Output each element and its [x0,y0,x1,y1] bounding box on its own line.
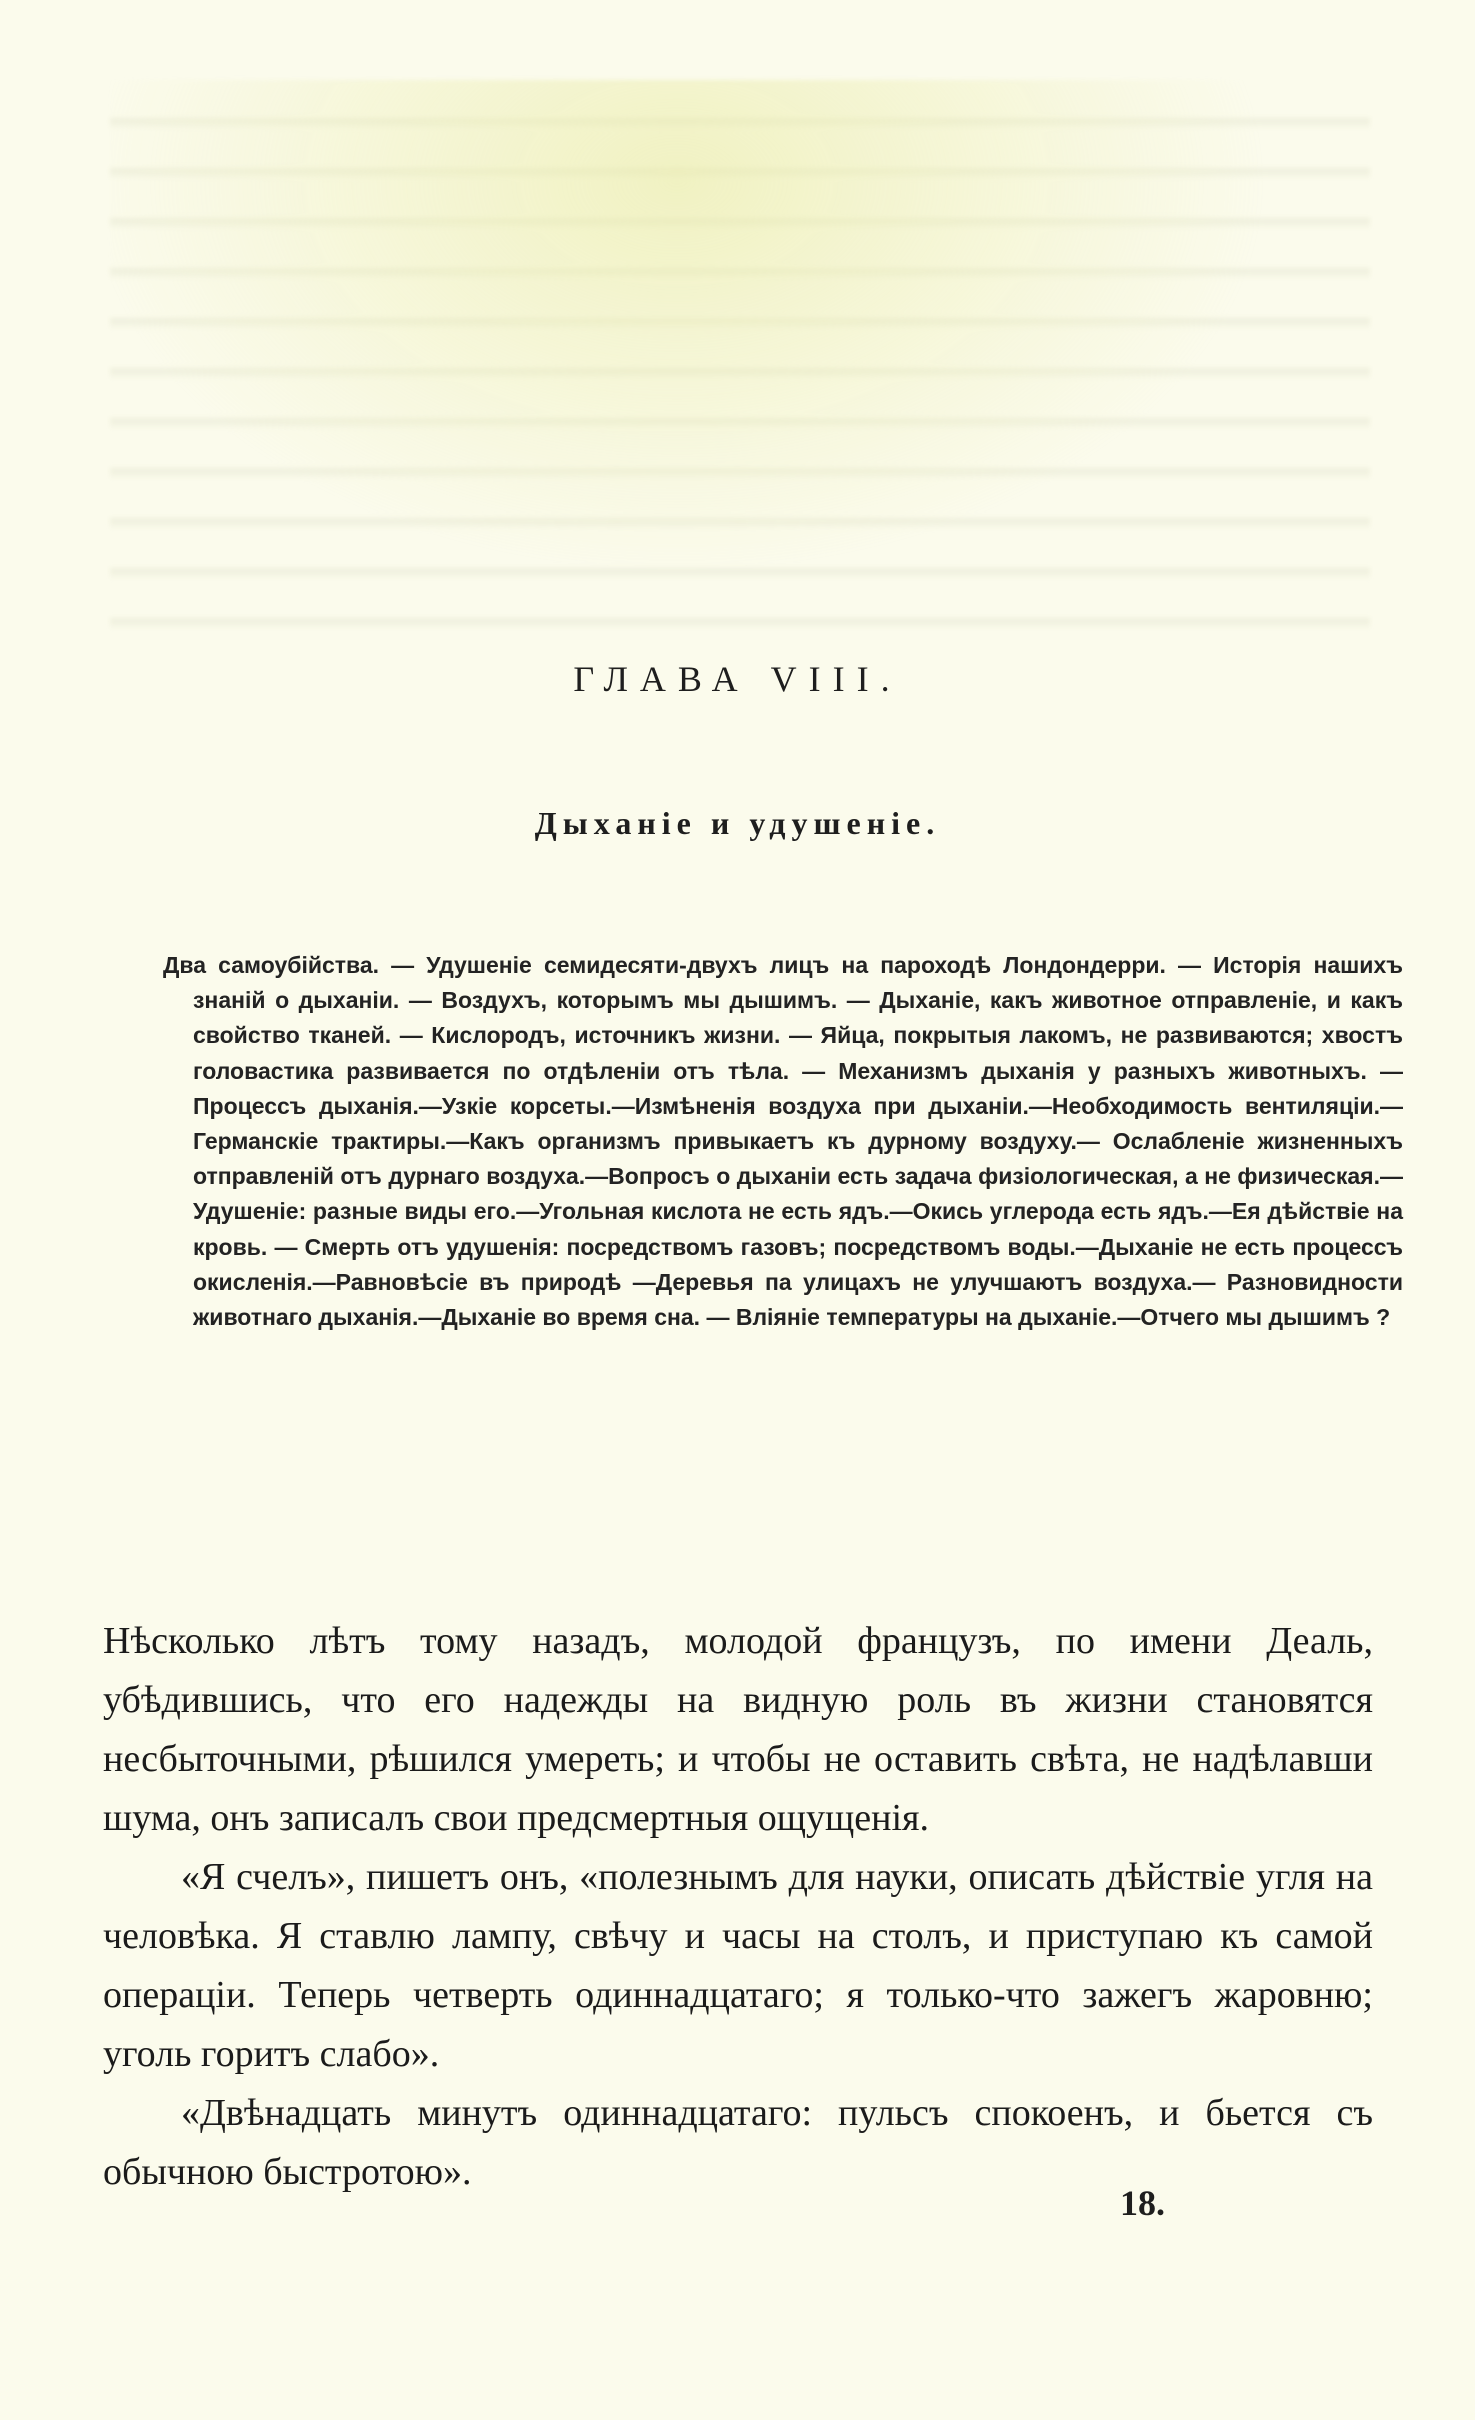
signature-mark: 18. [1120,2183,1165,2223]
paragraph: Нѣсколько лѣтъ тому назадъ, молодой французъ, по имени Деаль, убѣдившись, что его надежды на видную роль въ жизни становятся несбыточными, рѣшился умереть; и чтобы не оставить свѣта, не надѣлавши шума, онъ записалъ свои предсмертныя ощущенія. [103,1620,1373,1839]
paragraph: «Я счелъ», пишетъ онъ, «полезнымъ для науки, описать дѣйствіе угля на человѣка. Я ставлю лампу, свѣчу и часы на столъ, и приступаю къ самой операціи. Теперь четверть одиннадцатаго; я только-что зажегъ жаровню; уголь горитъ слабо». [103,1856,1373,2075]
chapter-heading: ГЛАВА VIII. [573,659,902,699]
bleed-through-shadow [110,80,1370,640]
paragraph: «Двѣнадцать минутъ одиннадцатаго: пульсъ спокоенъ, и бьется съ обычною быстротою». [103,2092,1373,2193]
chapter-summary: Два самоубійства. — Удушеніе семидесяти-двухъ лицъ на пароходѣ Лондондерри. — Исторія нашихъ знаній о дыханіи. — Воздухъ, которымъ мы дышимъ. — Дыханіе, какъ животное отправленіе, и какъ свойство тканей. — Кислородъ, источникъ жизни. — Яйца, покрытыя лакомъ, не развиваются; хвостъ головастика развивается по отдѣленіи отъ тѣла. — Механизмъ дыханія у разныхъ животныхъ. — Процессъ дыханія.—Узкіе корсеты.—Измѣненія воздуха при дыханіи.—Необходимость вентиляціи.—Германскіе трактиры.—Какъ организмъ привыкаетъ къ дурному воздуху.— Ослабленіе жизненныхъ отправленій отъ дурнаго воздуха.—Вопросъ о дыханіи есть задача физіологическая, а не физическая.—Удушеніе: разные виды его.—Угольная кислота не есть ядъ.—Окись углерода есть ядъ.—Ея дѣйствіе на кровь. — Смерть отъ удушенія: посредствомъ газовъ; посредствомъ воды.—Дыханіе не есть процессъ окисленія.—Равновѣсіе въ природѣ —Деревья па улицахъ не улучшаютъ воздуха.— Разновидности животнаго дыханія.—Дыханіе во время сна. — Вліяніе температуры на дыханіе.—Отчего мы дышимъ ? [163,952,1403,1330]
body-text [103,1612,1373,2202]
chapter-title: Дыханіе и удушеніе. [534,805,941,841]
